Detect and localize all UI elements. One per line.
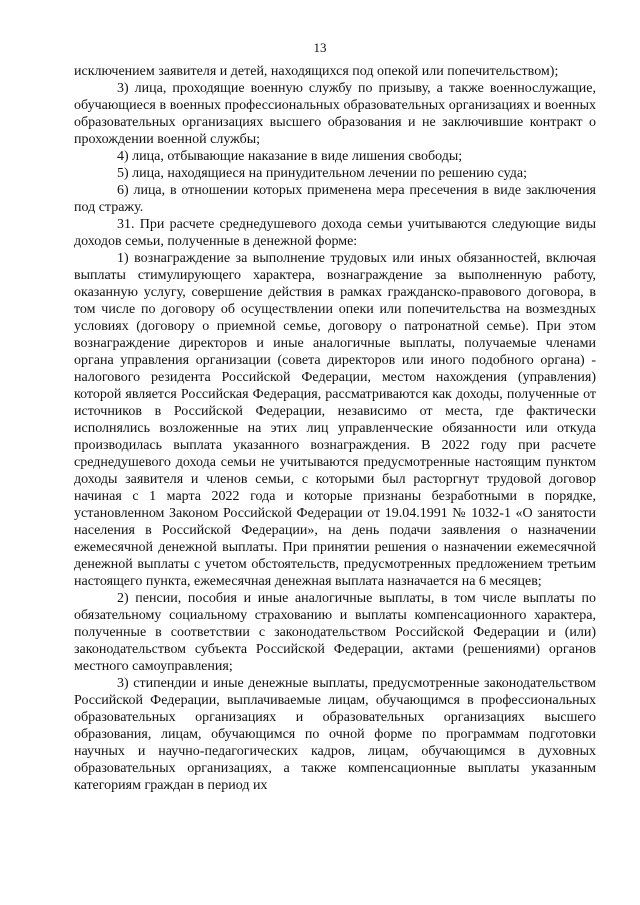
paragraph-scholarships: 3) стипендии и иные денежные выплаты, предусмотренные законодательством Российской Федерации, выплачиваемые лицам, обучающимся в профессиональных образовательных организациях и образовательных организациях высшего образования, лицам, обучающимся по очной форме по программам подготовки научных и научно-педагогических кадров, лицам, обучающимся в духовных образовательных организациях, а также компенсационные выплаты указанным категориям граждан в период их <box>74 676 596 793</box>
paragraph-clause-31: 31. При расчете среднедушевого дохода семьи учитываются следующие виды доходов семьи, полученные в денежной форме: <box>74 217 596 249</box>
paragraph-continuation: исключением заявителя и детей, находящихся под опекой или попечительством); <box>74 64 559 79</box>
paragraph-remuneration: 1) вознаграждение за выполнение трудовых или иных обязанностей, включая выплаты стимулирующего характера, вознаграждение за выполненную работу, оказанную услугу, совершение действия в рамках гражданско-правового договора, в том числе по договору об осуществлении опеки или попечительства на возмездных условиях (договору о приемной семье, договору о патронатной семье). При этом вознаграждение директоров и иные аналогичные выплаты, получаемые членами органа управления организации (совета директоров или иного подобного органа) - налогового резидента Российской Федерации, местом нахождения (управления) которой является Российская Федерация, рассматриваются как доходы, полученные от источников в Российской Федерации, независимо от места, где фактически исполнялись возложенные на этих лиц управленческие обязанности или откуда производилась выплата указанного вознаграждения. В 2022 году при расчете среднедушевого дохода семьи не учитываются предусмотренные настоящим пунктом доходы заявителя и членов семьи, с которыми был расторгнут трудовой договор начиная с 1 марта 2022 года и которые признаны безработными в порядке, установленном Законом Российской Федерации от 19.04.1991 № 1032-1 «О занятости населения в Российской Федерации», на день подачи заявления о назначении ежемесячной денежной выплаты. При принятии решения о назначении ежемесячной денежной выплаты с учетом обстоятельств, предусмотренных предложением третьим настоящего пункта, ежемесячная денежная выплата назначается на 6 месяцев; <box>74 251 596 589</box>
paragraph-custody: 6) лица, в отношении которых применена мера пресечения в виде заключения под стражу. <box>74 183 596 215</box>
paragraph-imprisoned-persons: 4) лица, отбывающие наказание в виде лишения свободы; <box>117 149 463 164</box>
paragraph-compulsory-treatment: 5) лица, находящиеся на принудительном лечении по решению суда; <box>117 166 527 181</box>
page-number: 13 <box>313 40 327 55</box>
document-body <box>74 63 596 794</box>
paragraph-pensions: 2) пенсии, пособия и иные аналогичные выплаты, в том числе выплаты по обязательному социальному страхованию и выплаты компенсационного характера, полученные в соответствии с законодательством Российской Федерации и (или) законодательством субъекта Российской Федерации, актами (решениями) органов местного самоуправления; <box>74 591 596 674</box>
paragraph-military-persons: 3) лица, проходящие военную службу по призыву, а также военнослужащие, обучающиеся в военных профессиональных образовательных организациях и военных образовательных организациях высшего образования и не заключившие контракт о прохождении военной службы; <box>74 81 596 147</box>
